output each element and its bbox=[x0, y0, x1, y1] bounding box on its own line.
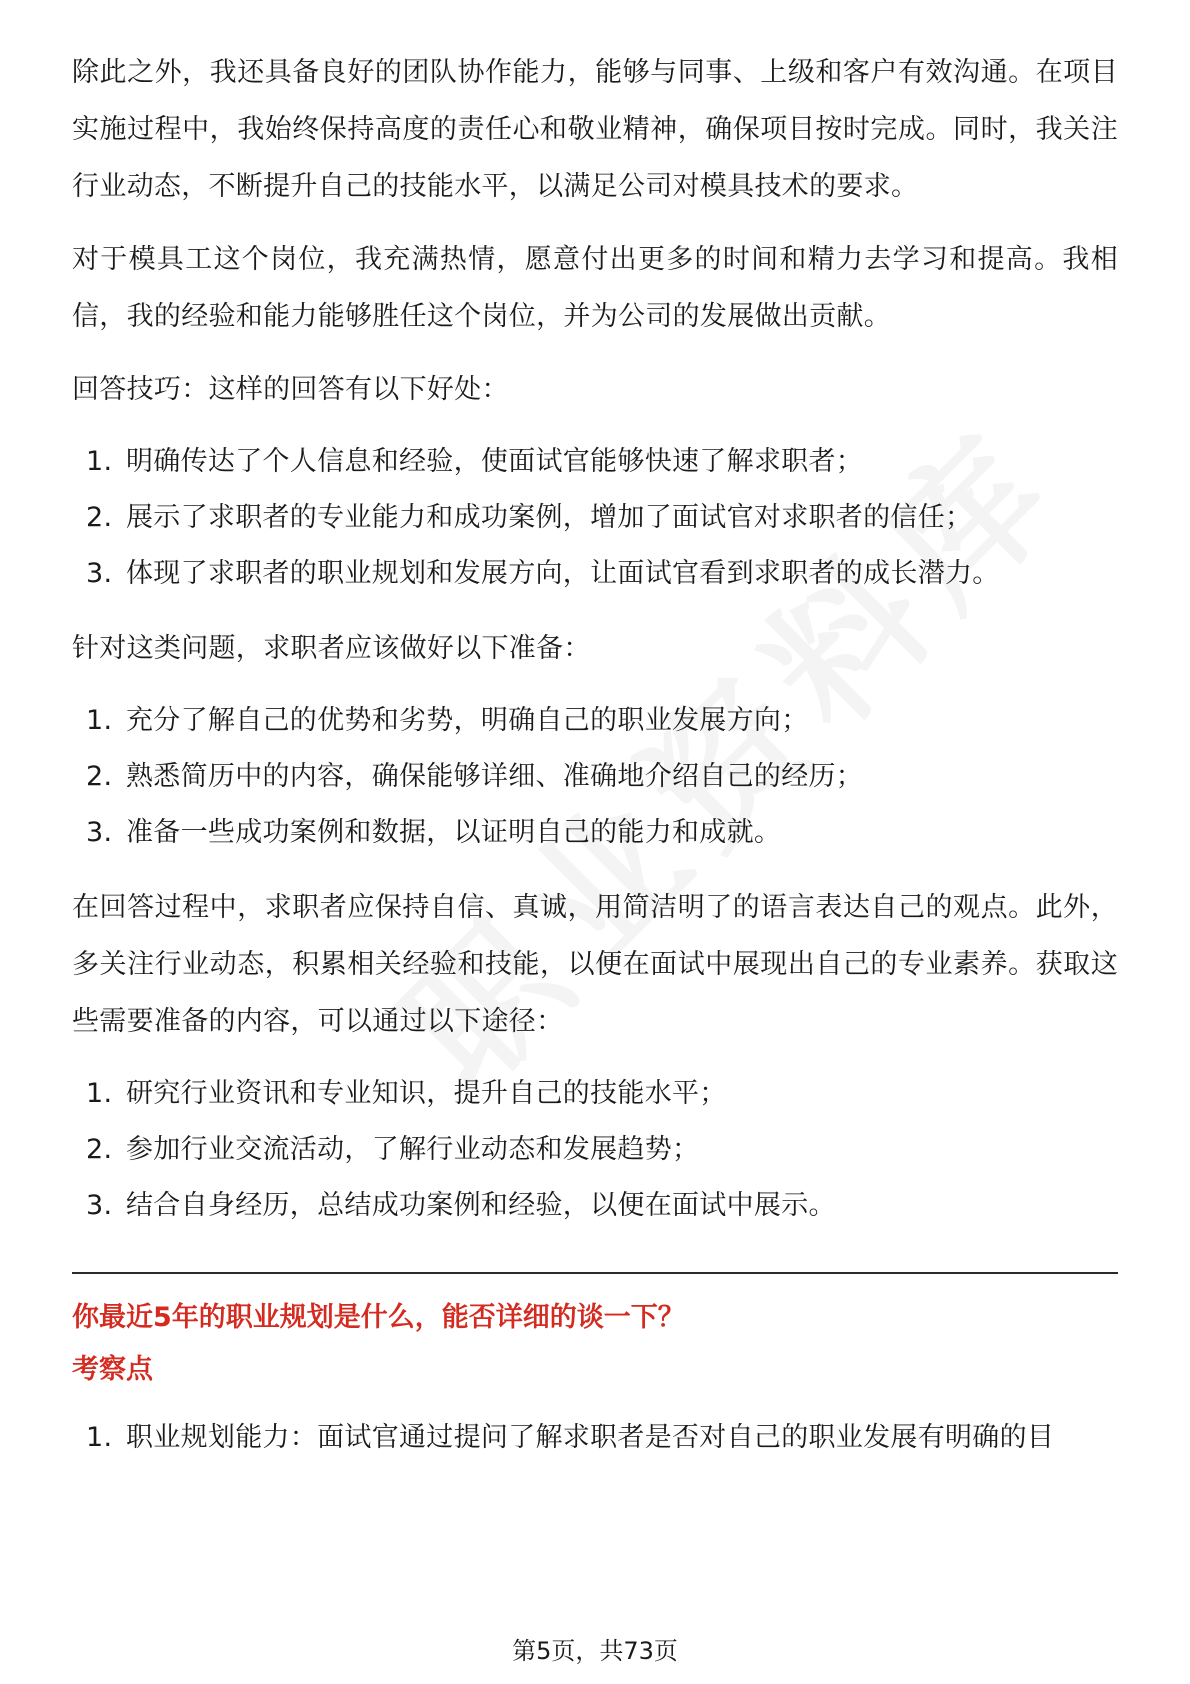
list-item-text: 熟悉简历中的内容，确保能够详细、准确地介绍自己的经历； bbox=[126, 761, 864, 792]
list-item bbox=[72, 1178, 1118, 1234]
list-item bbox=[72, 1410, 1118, 1466]
paragraph-passion: 对于模具工这个岗位，我充满热情，愿意付出更多的时间和精力去学习和提高。我相信，我的经验和能力能够胜任这个岗位，并为公司的发展做出贡献。 bbox=[72, 244, 1118, 332]
list-item bbox=[72, 490, 1118, 546]
list-item-text: 明确传达了个人信息和经验，使面试官能够快速了解求职者； bbox=[126, 446, 864, 477]
list-number: 1. bbox=[86, 705, 113, 736]
list-item-text: 职业规划能力：面试官通过提问了解求职者是否对自己的职业发展有明确的目 bbox=[126, 1422, 1055, 1453]
list-number: 2. bbox=[86, 502, 113, 533]
list-item bbox=[72, 805, 1118, 861]
list-item-text: 结合自身经历，总结成功案例和经验，以便在面试中展示。 bbox=[126, 1190, 836, 1221]
paragraph-teamwork: 除此之外，我还具备良好的团队协作能力，能够与同事、上级和客户有效沟通。在项目实施过程中，我始终保持高度的责任心和敬业精神，确保项目按时完成。同时，我关注行业动态，不断提升自己的技能水平，以满足公司对模具技术的要求。 bbox=[72, 57, 1118, 202]
paragraph-preparation: 针对这类问题，求职者应该做好以下准备： bbox=[72, 633, 591, 664]
assessment-points-heading: 考察点 bbox=[72, 1354, 153, 1385]
list-number: 2. bbox=[86, 761, 113, 792]
page-number-footer: 第5页，共73页 bbox=[512, 1637, 678, 1665]
benefits-list bbox=[72, 434, 1118, 602]
section-divider bbox=[72, 1272, 1118, 1274]
list-item bbox=[72, 693, 1118, 749]
list-number: 3. bbox=[86, 558, 113, 589]
list-item-text: 准备一些成功案例和数据，以证明自己的能力和成就。 bbox=[126, 817, 782, 848]
list-item bbox=[72, 1066, 1118, 1122]
list-number: 1. bbox=[86, 446, 113, 477]
paragraph-answer-process: 在回答过程中，求职者应保持自信、真诚，用简洁明了的语言表达自己的观点。此外，多关注行业动态，积累相关经验和技能，以便在面试中展现出自己的专业素养。获取这些需要准备的内容，可以通过以下途径： bbox=[72, 892, 1118, 1037]
list-item-text: 展示了求职者的专业能力和成功案例，增加了面试官对求职者的信任； bbox=[126, 502, 973, 533]
document-page bbox=[72, 44, 1118, 1484]
list-item-text: 研究行业资讯和专业知识，提升自己的技能水平； bbox=[126, 1078, 727, 1109]
question-heading: 你最近5年的职业规划是什么，能否详细的谈一下？ bbox=[72, 1302, 685, 1333]
list-item bbox=[72, 546, 1118, 602]
list-number: 3. bbox=[86, 1190, 113, 1221]
channels-list bbox=[72, 1066, 1118, 1234]
list-item bbox=[72, 749, 1118, 805]
list-item-text: 充分了解自己的优势和劣势，明确自己的职业发展方向； bbox=[126, 705, 809, 736]
list-number: 2. bbox=[86, 1134, 113, 1165]
list-item bbox=[72, 434, 1118, 490]
paragraph-answer-tips: 回答技巧：这样的回答有以下好处： bbox=[72, 374, 509, 405]
list-item-text: 体现了求职者的职业规划和发展方向，让面试官看到求职者的成长潜力。 bbox=[126, 558, 1000, 589]
assessment-points-list bbox=[72, 1410, 1118, 1466]
preparation-list bbox=[72, 693, 1118, 861]
list-item-text: 参加行业交流活动，了解行业动态和发展趋势； bbox=[126, 1134, 700, 1165]
list-number: 3. bbox=[86, 817, 113, 848]
list-number: 1. bbox=[86, 1078, 113, 1109]
list-number: 1. bbox=[86, 1422, 113, 1453]
list-item bbox=[72, 1122, 1118, 1178]
